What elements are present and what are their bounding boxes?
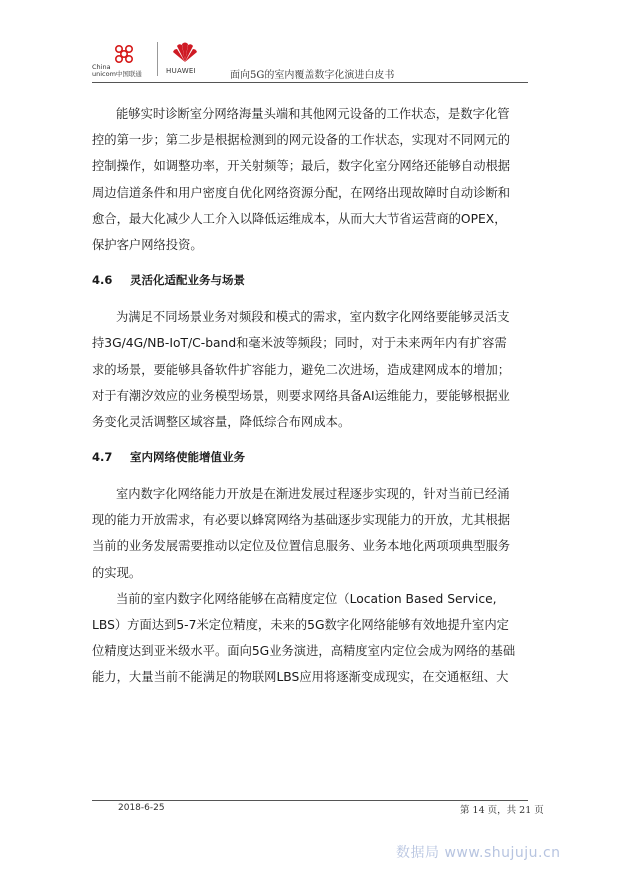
text-line: 能力，大量当前不能满足的物联网LBS应用将逐渐变成现实，在交通枢纽、大 [92, 670, 509, 685]
text-line: 持3G/4G/NB-IoT/C-band和毫米波等频段；同时，对于未来两年内有扩容需 [92, 336, 507, 351]
paragraph-4-7-b [92, 586, 528, 691]
paragraph-4-6 [92, 304, 528, 435]
text-line: 控制操作，如调整功率，开关射频等；最后，数字化室分网络还能够自动根据 [92, 159, 511, 174]
huawei-flower-icon [172, 40, 198, 64]
header-rule [92, 82, 528, 83]
site-watermark: 数据局 www.shujuju.cn [396, 845, 561, 861]
logo-divider [157, 42, 158, 76]
text-line: 周边信道条件和用户密度自优化网络资源分配，在网络出现故障时自动诊断和 [92, 185, 511, 200]
section-number: 4.7 [92, 450, 113, 465]
huawei-logo-text: HUAWEI [166, 67, 197, 75]
text-line: 控的第一步；第二步是根据检测到的网元设备的工作状态，实现对不同网元的 [92, 133, 511, 148]
paragraph-intro [92, 101, 528, 258]
text-line: 当前的室内数字化网络能够在高精度定位（Location Based Service, [116, 591, 497, 606]
footer-rule [92, 800, 528, 801]
text-line: 求的场景，要能够具备软件扩容能力，避免二次进场，造成建网成本的增加； [92, 362, 511, 377]
text-line: 愈合，最大化减少人工介入以降低运维成本，从而大大节省运营商的OPEX， [92, 211, 507, 226]
page-header [0, 0, 620, 90]
text-line: 能够实时诊断室分网络海量头端和其他网元设备的工作状态，是数字化管 [116, 107, 510, 121]
footer-date: 2018-6-25 [118, 803, 165, 813]
unicom-logo-text: China unicom中国联通 [92, 63, 142, 78]
footer-page-info: 第 14 页，共 21 页 [460, 805, 544, 816]
text-line: 为满足不同场景业务对频段和模式的需求，室内数字化网络要能够灵活支 [116, 310, 510, 325]
section-title: 室内网络使能增值业务 [130, 450, 245, 465]
section-heading-4-7 [92, 447, 528, 467]
text-line: LBS）方面达到5-7米定位精度，未来的5G数字化网络能够有效地提升室内定 [92, 618, 509, 632]
section-number: 4.6 [92, 273, 113, 288]
text-line: 当前的业务发展需要推动以定位及位置信息服务、业务本地化两项项典型服务 [92, 539, 511, 554]
text-line: 室内数字化网络能力开放是在渐进发展过程逐步实现的，针对当前已经涌 [116, 487, 510, 502]
huawei-logo [166, 40, 206, 78]
text-line: 保护客户网络投资。 [92, 237, 203, 252]
china-unicom-logo [92, 42, 154, 82]
page-content [92, 101, 528, 691]
text-line: 位精度达到亚米级水平。面向5G业务演进，高精度室内定位会成为网络的基础 [92, 644, 516, 659]
text-line: 的实现。 [92, 565, 142, 580]
document-title: 面向5G的室内覆盖数字化演进白皮书 [230, 70, 395, 81]
text-line: 务变化灵活调整区域容量，降低综合布网成本。 [92, 414, 351, 429]
unicom-knot-icon [112, 42, 136, 66]
section-heading-4-6 [92, 270, 528, 290]
section-title: 灵活化适配业务与场景 [130, 273, 245, 288]
text-line: 现的能力开放需求，有必要以蜂窝网络为基础逐步实现能力的开放，尤其根据 [92, 513, 511, 528]
paragraph-4-7-a [92, 481, 528, 586]
text-line: 对于有潮汐效应的业务模型场景，则要求网络具备AI运维能力，要能够根据业 [92, 388, 510, 403]
